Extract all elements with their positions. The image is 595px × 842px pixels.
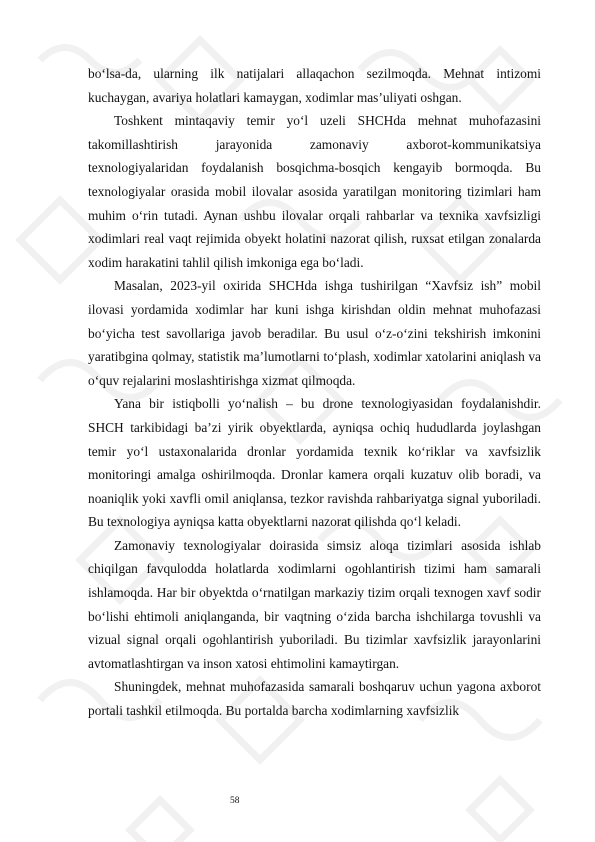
paragraph: Masalan, 2023-yil oxirida SHCHda ishga tushirilgan “Xavfsiz ish” mobil ilovasi yordamida xodimlar har kuni ishga kirishdan oldin mehnat muhofazasi bo‘yicha test savollariga javob beradilar. Bu usul o‘z-o‘zini tekshirish imkonini yaratibgina qolmay, statistik ma’lumotlarni to‘plash, xodimlar xatolarini aniqlash va o‘quv rejalarini moslashtirishga xizmat qilmoqda. <box>88 278 541 388</box>
paragraph: Yana bir istiqbolli yo‘nalish – bu drone texnologiyasidan foydalanishdir. SHCH tarkibidagi ba’zi yirik obyektlarda, ayniqsa ochiq hududlarda joylashgan temir yo‘l ustaxonalarida dronlar yordamida texnik ko‘riklar va xavfsizlik monitoringi amalga oshirilmoqda. Dronlar kamera orqali kuzatuv olib boradi, va noaniqlik yoki xavfli omil aniqlansa, tezkor ravishda rahbariyatga signal yuboriladi. Bu texnologiya ayniqsa katta obyektlarni nazorat qilishda qo‘l keladi. <box>88 396 541 530</box>
paragraph: Zamonaviy texnologiyalar doirasida simsiz aloqa tizimlari asosida ishlab chiqilgan favqulodda holatlarda xodimlarni ogohlantirish tizimi ham samarali ishlamoqda. Har bir obyektda o‘rnatilgan markaziy tizim orqali texnogen xavf sodir bo‘lishi ehtimoli aniqlanganda, bir vaqtning o‘zida barcha ishchilarga tovushli va vizual signal orqali ogohlantirish yuboriladi. Bu tizimlar xavfsizlik jarayonlarini avtomatlashtirgan va inson xatosi ehtimolini kamaytirgan. <box>88 537 541 671</box>
page-number: 58 <box>230 796 240 806</box>
paragraph: bo‘lsa-da, ularning ilk natijalari allaqachon sezilmoqda. Mehnat intizomi kuchaygan, avariya holatlari kamaygan, xodimlar mas’uliyati oshgan. <box>88 66 541 105</box>
paragraph: Shuningdek, mehnat muhofazasida samarali boshqaruv uchun yagona axborot portali tashkil etilmoqda. Bu portalda barcha xodimlarning xavfsizlik <box>88 679 541 719</box>
body-text <box>88 62 541 723</box>
paragraph: Toshkent mintaqaviy temir yo‘l uzeli SHCHda mehnat muhofazasini takomillashtirish jarayonida zamonaviy axborot-kommunikatsiya texnologiyalaridan foydalanish bosqichma-bosqich kengayib bormoqda. Bu texnologiyalar orasida mobil ilovalar asosida yaratilgan monitoring tizimlari ham muhim o‘rin tutadi. Aynan ushbu ilovalar orqali rahbarlar va texnika xavfsizligi xodimlari real vaqt rejimida obyekt holatini nazorat qilish, ruxsat etilgan zonalarda xodim harakatini tahlil qilish imkoniga ega bo‘ladi. <box>88 113 541 270</box>
